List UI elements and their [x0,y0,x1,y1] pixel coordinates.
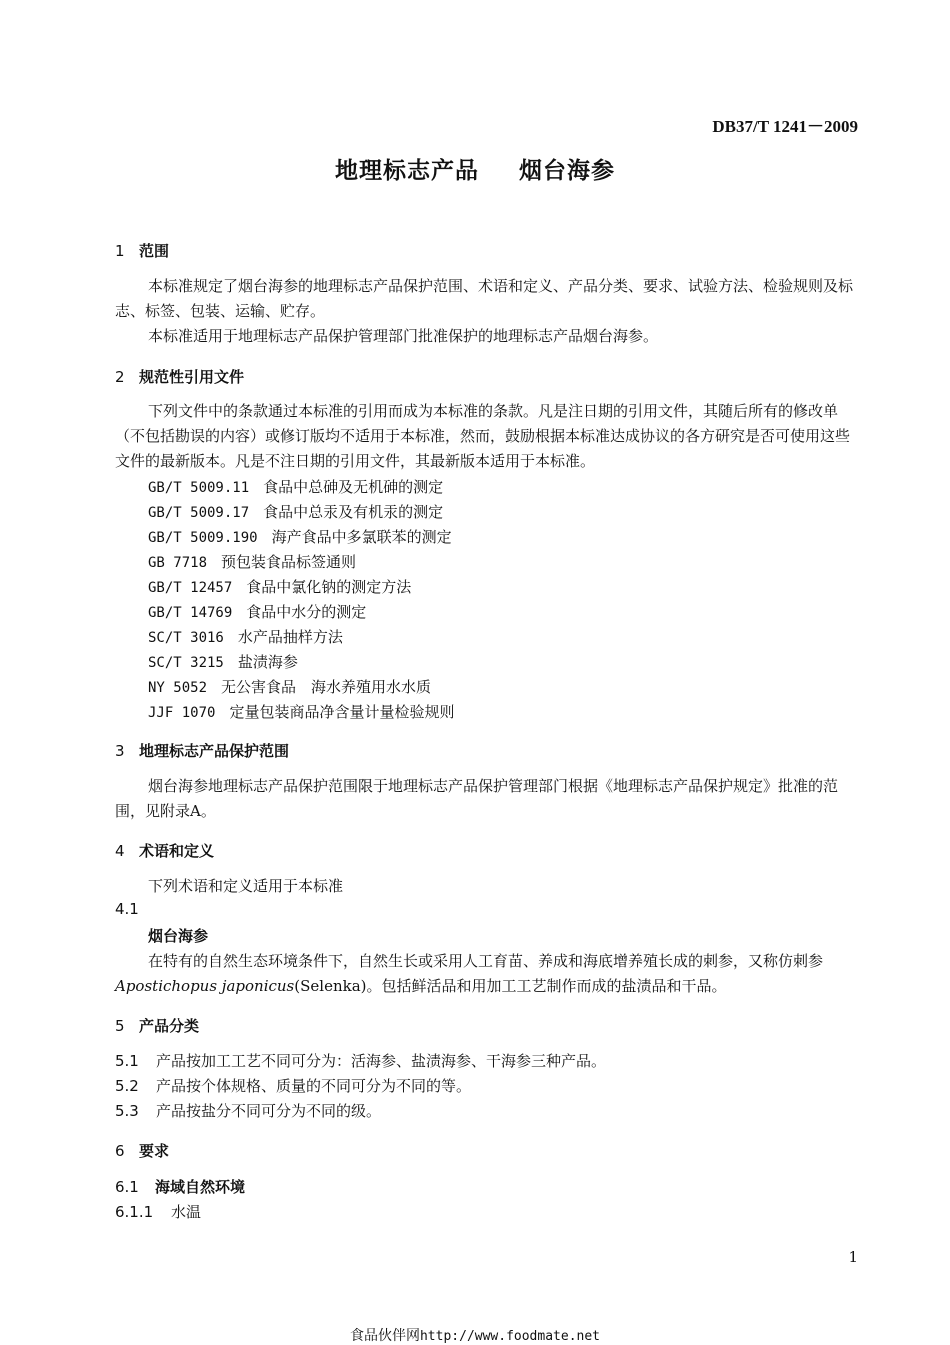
reference-title: 盐渍海参 [237,653,298,671]
item-number: 5.3 [115,1102,139,1120]
reference-code: SC/T 3215 [148,655,224,671]
section-4-heading [115,840,214,861]
item-number: 5.1 [115,1052,139,1070]
section-3-paragraph: 烟台海参地理标志产品保护范围限于地理标志产品保护管理部门根据《地理标志产品保护规定》批准的范围，见附录A。 [115,777,839,820]
term-name: 烟台海参 [148,927,209,945]
section-title: 地理标志产品保护范围 [139,742,290,760]
reference-code: GB/T 12457 [148,580,233,596]
classification-item [115,1100,381,1121]
reference-item [148,651,298,672]
section-2-heading [115,366,244,387]
document-title [0,152,950,185]
item-text: 产品按加工工艺不同可分为：活海参、盐渍海参、干海参三种产品。 [156,1052,607,1070]
subsection-number-text: 6.1 [115,1178,139,1196]
reference-title: 食品中氯化钠的测定方法 [246,578,412,596]
section-title: 范围 [139,242,170,260]
title-part-1: 地理标志产品 [335,158,479,184]
reference-code: GB/T 14769 [148,605,233,621]
subsection-number-text: 4.1 [115,900,139,918]
page-number: 1 [848,1248,858,1266]
section-1-paragraph-2: 本标准适用于地理标志产品保护管理部门批准保护的地理标志产品烟台海参。 [148,327,659,345]
reference-code: NY 5052 [148,680,208,696]
section-number: 5 [115,1017,125,1035]
section-title: 要求 [139,1142,170,1160]
footer [0,1325,950,1345]
reference-code: GB/T 5009.190 [148,530,258,546]
section-1-heading [115,240,169,261]
footer-url[interactable]: http://www.foodmate.net [419,1329,600,1344]
section-title: 规范性引用文件 [139,368,245,386]
reference-item [148,701,454,722]
latin-name: Apostichopus japonicus [115,977,295,995]
reference-title: 水产品抽样方法 [237,628,343,646]
section-title: 产品分类 [139,1017,200,1035]
classification-item [115,1050,606,1071]
reference-title: 无公害食品 海水养殖用水水质 [221,678,432,696]
definition-text-2: (Selenka)。包括鲜活品和用加工工艺制作而成的盐渍品和干品。 [294,977,727,995]
title-part-2: 烟台海参 [519,158,615,184]
reference-item [148,576,411,597]
section-number: 2 [115,368,125,386]
section-number: 4 [115,842,125,860]
item-number: 6.1.1 [115,1203,154,1221]
subsection-6-1-1 [115,1201,201,1222]
section-4-intro: 下列术语和定义适用于本标准 [148,877,344,895]
reference-item [148,601,366,622]
section-5-heading [115,1015,199,1036]
footer-site: 食品伙伴网 [349,1328,420,1344]
reference-code: GB/T 5009.17 [148,505,250,521]
item-text: 产品按盐分不同可分为不同的级。 [156,1102,382,1120]
section-number: 1 [115,242,125,260]
section-2-intro: 下列文件中的条款通过本标准的引用而成为本标准的条款。凡是注日期的引用文件，其随后所有的修改单（不包括勘误的内容）或修订版均不适用于本标准，然而，鼓励根据本标准达成协议的各方研究是否可使用这些文件的最新版本。凡是不注日期的引用文件，其最新版本适用于本标准。 [115,402,851,470]
section-number: 3 [115,742,125,760]
subsection-6-1-heading [115,1176,245,1197]
standard-code: DB37/T 1241－2009 [712,117,858,136]
reference-item [148,626,343,647]
subsection-title: 海域自然环境 [155,1178,246,1196]
section-number: 6 [115,1142,125,1160]
reference-code: GB/T 5009.11 [148,480,250,496]
definition-text: 在特有的自然生态环境条件下，自然生长或采用人工育苗、养成和海底增养殖长成的刺参，又称仿刺参 [148,952,824,970]
classification-item [115,1075,471,1096]
reference-item [148,551,356,572]
subsection-number [115,900,156,918]
reference-code: GB 7718 [148,555,208,571]
item-text: 产品按个体规格、质量的不同可分为不同的等。 [156,1077,472,1095]
section-title: 术语和定义 [139,842,215,860]
item-number: 5.2 [115,1077,139,1095]
reference-title: 预包装食品标签通则 [221,553,357,571]
section-1-paragraph-1: 本标准规定了烟台海参的地理标志产品保护范围、术语和定义、产品分类、要求、试验方法、检验规则及标志、标签、包装、运输、贮存。 [115,277,854,320]
reference-code: JJF 1070 [148,705,216,721]
reference-item [148,676,431,697]
reference-item [148,526,452,547]
reference-code: SC/T 3016 [148,630,224,646]
section-3-heading [115,740,289,761]
reference-title: 定量包装商品净含量计量检验规则 [229,703,455,721]
reference-title: 食品中水分的测定 [246,603,367,621]
item-text: 水温 [171,1203,202,1221]
term-definition [115,949,860,999]
reference-title: 食品中总汞及有机汞的测定 [263,503,444,521]
reference-item [148,476,443,497]
reference-title: 海产食品中多氯联苯的测定 [271,528,452,546]
reference-title: 食品中总砷及无机砷的测定 [263,478,444,496]
reference-item [148,501,443,522]
section-6-heading [115,1140,169,1161]
